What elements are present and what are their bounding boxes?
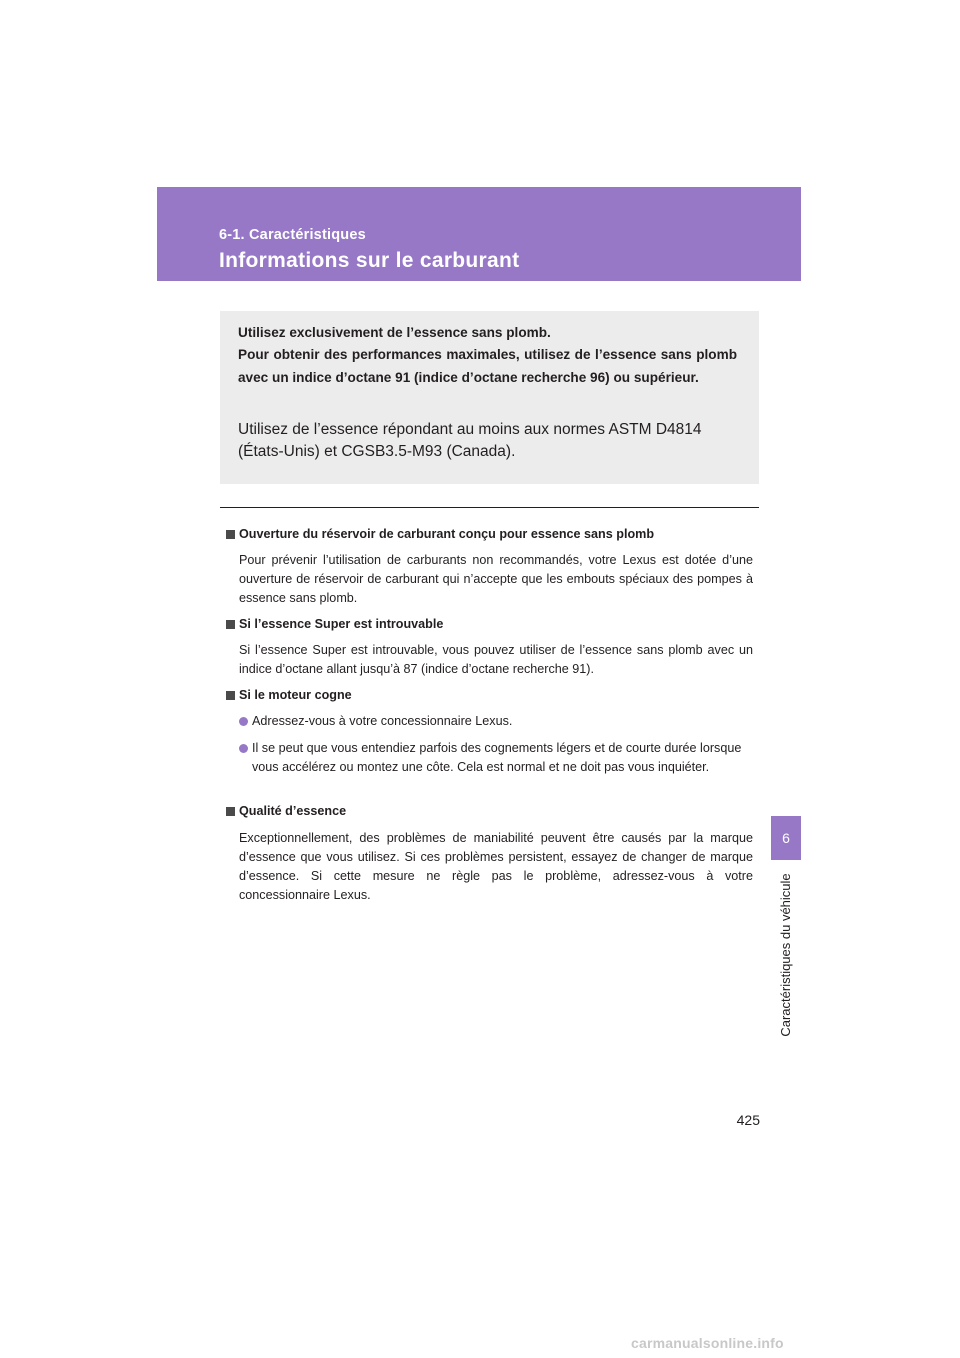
section-header-band [157, 187, 801, 281]
list-item-text: Adressez-vous à votre concessionnaire Lexus. [252, 714, 513, 728]
section-heading-text: Si le moteur cogne [239, 688, 352, 702]
square-bullet-icon [226, 530, 235, 539]
section-text-fuel-opening: Pour prévenir l’utilisation de carburants non recommandés, votre Lexus est dotée d’une ouverture de réservoir de carburant qui n’accepte que les embouts spéciaux des pompes à essence sans plomb. [239, 553, 753, 605]
summary-line-standards: Utilisez de l’essence répondant au moins aux normes ASTM D4814 (États-Unis) et CGSB3.5-M93 (Canada). [238, 421, 702, 460]
square-bullet-icon [226, 807, 235, 816]
watermark: carmanualsonline.info [631, 1335, 784, 1351]
round-bullet-icon [239, 717, 248, 726]
chapter-side-label: Caractéristiques du véhicule [778, 873, 793, 1037]
summary-box [220, 311, 759, 484]
section-text-super-unavailable: Si l’essence Super est introuvable, vous pouvez utiliser de l’essence sans plomb avec un indice d’octane allant jusqu’à 87 (indice d’octane recherche 91). [239, 643, 753, 676]
section-heading-fuel-quality [226, 804, 346, 818]
list-item [239, 712, 755, 731]
square-bullet-icon [226, 691, 235, 700]
list-item-text: Il se peut que vous entendiez parfois des cognements légers et de courte durée lorsque vous accélérez ou montez une côte. Cela est normal et ne doit pas vous inquiéter. [252, 741, 742, 774]
chapter-number-tab: 6 [771, 816, 801, 860]
section-heading-text: Si l’essence Super est introuvable [239, 617, 444, 631]
list-item [239, 739, 755, 777]
section-heading-fuel-opening [226, 527, 654, 541]
section-label: 6-1. Caractéristiques [219, 227, 366, 243]
summary-line-unleaded: Utilisez exclusivement de l’essence sans plomb. [238, 325, 551, 340]
divider-line [220, 507, 759, 508]
page-title: Informations sur le carburant [219, 249, 520, 272]
section-text-fuel-quality: Exceptionnellement, des problèmes de maniabilité peuvent être causés par la marque d’essence que vous utilisez. Si ces problèmes persistent, essayez de changer de marque d’essence. Si cette mesure ne règle pas le problème, adressez-vous à votre concessionnaire Lexus. [239, 831, 753, 902]
square-bullet-icon [226, 620, 235, 629]
summary-line-octane: Pour obtenir des performances maximales, utilisez de l’essence sans plomb avec un indice d’octane 91 (indice d’octane recherche 96) ou supérieur. [238, 347, 737, 385]
page-number: 425 [736, 1112, 760, 1128]
section-heading-text: Ouverture du réservoir de carburant conçu pour essence sans plomb [239, 527, 655, 541]
round-bullet-icon [239, 744, 248, 753]
section-heading-text: Qualité d’essence [239, 804, 347, 818]
section-heading-super-unavailable [226, 617, 443, 631]
section-heading-engine-knock [226, 688, 352, 702]
